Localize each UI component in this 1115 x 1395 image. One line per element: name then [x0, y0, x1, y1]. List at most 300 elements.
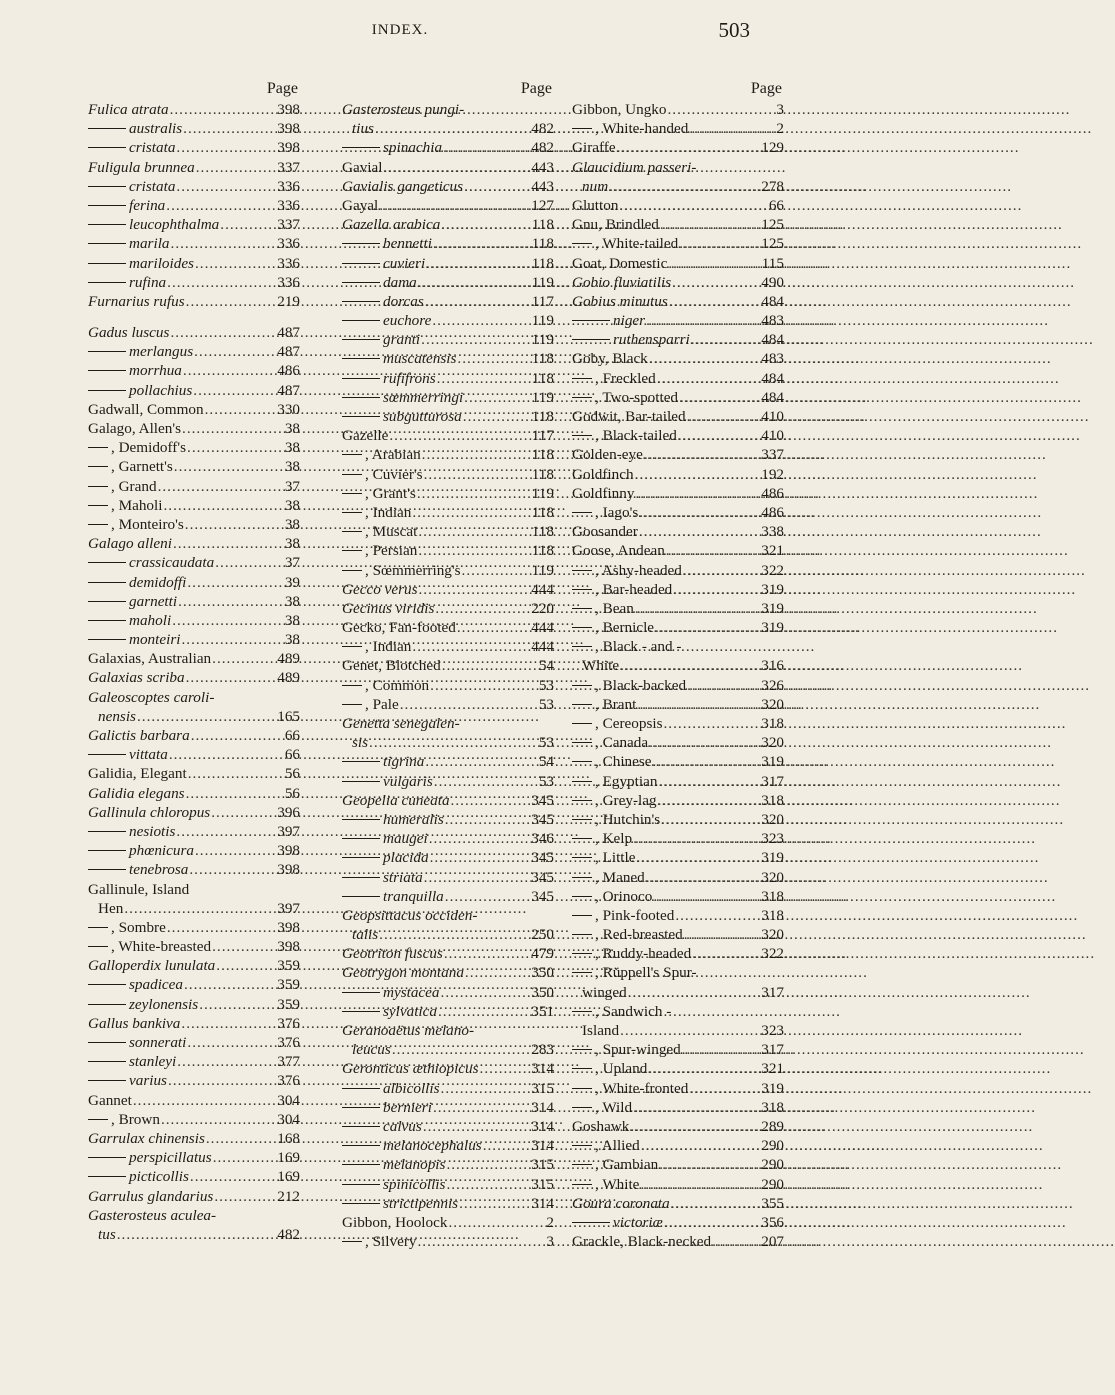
entry-text: leucus — [352, 1041, 391, 1059]
index-entry — [342, 772, 554, 791]
entry-page-number: 319 — [761, 580, 784, 598]
leader-dots — [653, 752, 761, 771]
entry-text: striata — [383, 868, 423, 886]
entry-page-number: 314 — [531, 1117, 554, 1135]
entry-page-number: 484 — [761, 292, 784, 310]
leader-dots — [412, 503, 530, 522]
entry-text: , Sœmmerring's — [365, 561, 461, 579]
entry-term — [572, 810, 660, 829]
leader-dots — [672, 273, 760, 292]
entry-text: tenebrosa — [129, 861, 189, 879]
index-entry — [88, 1148, 300, 1167]
index-entry — [572, 810, 784, 829]
entry-text: granti — [383, 331, 421, 349]
index-entry — [572, 541, 784, 560]
index-entry — [572, 963, 784, 982]
ditto-dash — [88, 984, 126, 985]
leader-dots — [483, 1136, 531, 1155]
index-entry — [342, 330, 554, 349]
entry-page-number: 322 — [761, 561, 784, 579]
entry-term — [88, 1148, 212, 1167]
entry-text: australis — [129, 120, 183, 138]
entry-page-number: 483 — [761, 350, 784, 368]
index-entry — [342, 1021, 554, 1040]
entry-term — [342, 714, 460, 733]
entry-text: , Freckled — [595, 369, 656, 387]
entry-text: muscatensis — [383, 350, 457, 368]
ditto-dash — [88, 639, 126, 640]
leader-dots — [186, 784, 284, 803]
entry-text: Goosander — [572, 523, 638, 541]
entry-text: maholi — [129, 611, 172, 629]
entry-page-number: 359 — [277, 957, 300, 975]
entry-term — [572, 292, 668, 311]
entry-term — [572, 465, 634, 484]
index-entry — [342, 503, 554, 522]
leader-dots — [446, 1155, 530, 1174]
entry-text: sylvatica — [383, 1002, 437, 1020]
leader-dots — [375, 119, 530, 138]
entry-text: morrhua — [129, 362, 182, 380]
index-entry — [572, 733, 784, 752]
leader-dots — [181, 630, 283, 649]
index-entry — [88, 138, 300, 157]
entry-text: Fulica atrata — [88, 101, 169, 118]
entry-text: bennetti — [383, 235, 432, 253]
entry-term — [88, 937, 211, 956]
index-entry — [572, 292, 784, 311]
entry-term — [342, 829, 428, 848]
index-entry — [88, 975, 300, 994]
entry-text: cuvieri — [383, 254, 426, 272]
entry-text: , White — [595, 1175, 640, 1193]
entry-page-number: 318 — [761, 791, 784, 809]
leader-dots — [630, 1117, 760, 1136]
entry-text: subgutturosa — [383, 408, 462, 425]
entry-term — [572, 349, 648, 368]
entry-page-number: 486 — [761, 503, 784, 521]
leader-dots — [620, 1021, 760, 1040]
entry-term — [342, 1175, 445, 1194]
entry-term — [342, 465, 423, 484]
entry-term — [572, 100, 667, 119]
entry-text: Gadus luscus — [88, 324, 170, 342]
entry-page-number: 38 — [284, 496, 300, 514]
leader-dots — [183, 119, 276, 138]
leader-dots — [689, 1079, 760, 1098]
index-column-2 — [342, 80, 554, 1251]
leader-dots — [167, 918, 276, 937]
entry-page-number: 2 — [546, 1213, 554, 1231]
entry-text: , White-breasted — [111, 938, 212, 956]
index-entry — [572, 868, 784, 887]
leader-dots — [369, 733, 538, 752]
entry-term — [88, 215, 219, 234]
entry-page-number: 398 — [277, 861, 300, 879]
ditto-dash — [88, 351, 126, 352]
entry-term — [88, 100, 169, 119]
entry-text: , Common — [365, 676, 430, 694]
index-entry — [572, 1040, 784, 1059]
entry-text: picticollis — [129, 1168, 189, 1186]
leader-dots — [465, 963, 530, 982]
ditto-dash — [572, 1068, 592, 1069]
index-entry — [342, 100, 554, 119]
entry-page-number: 376 — [277, 1072, 300, 1090]
leader-dots — [212, 937, 276, 956]
index-entry — [88, 342, 300, 361]
leader-dots — [434, 772, 538, 791]
ditto-dash — [342, 339, 380, 340]
entry-term — [572, 752, 652, 771]
entry-term — [352, 733, 368, 752]
entry-term — [572, 733, 648, 752]
ditto-dash — [342, 896, 380, 897]
index-entry — [342, 1213, 554, 1232]
leader-dots — [684, 925, 761, 944]
index-entry — [572, 158, 784, 177]
column-page-label: Page — [266, 80, 298, 97]
entry-term — [342, 1002, 437, 1021]
entry-term — [88, 573, 186, 592]
index-entry — [572, 138, 784, 157]
entry-term — [88, 918, 166, 937]
entry-term — [572, 215, 659, 234]
ditto-dash — [88, 1061, 126, 1062]
ditto-dash — [88, 831, 126, 832]
entry-term — [572, 848, 636, 867]
index-entry — [342, 829, 554, 848]
ditto-dash — [572, 1088, 592, 1089]
index-entry — [88, 515, 300, 534]
index-entry — [342, 714, 554, 733]
entry-page-number: 484 — [761, 369, 784, 387]
leader-dots — [177, 1052, 276, 1071]
ditto-dash — [88, 263, 126, 264]
leader-dots — [184, 975, 276, 994]
entry-term — [572, 1232, 711, 1251]
index-entry — [342, 695, 554, 714]
entry-page-number: 351 — [531, 1002, 554, 1020]
entry-page-number: 39 — [284, 573, 300, 591]
entry-term — [572, 311, 645, 330]
leader-dots — [646, 311, 760, 330]
entry-term — [88, 726, 190, 745]
entry-page-number: 410 — [761, 408, 784, 425]
entry-page-number: 398 — [277, 918, 300, 936]
entry-term — [88, 1052, 176, 1071]
leader-dots — [628, 983, 761, 1002]
entry-term — [342, 1117, 422, 1136]
entry-text: garnetti — [129, 592, 178, 610]
entry-text: , Pink-footed — [595, 906, 675, 924]
entry-page-number: 118 — [531, 542, 554, 560]
leader-dots — [675, 906, 760, 925]
entry-page-number: 320 — [761, 810, 784, 828]
entry-text: , Black-tailed — [595, 427, 677, 445]
entry-term — [342, 676, 429, 695]
ditto-dash — [572, 1145, 592, 1146]
entry-term — [88, 419, 181, 438]
leader-dots — [691, 330, 760, 349]
entry-text: , Persian — [365, 542, 418, 560]
entry-page-number: 53 — [538, 676, 554, 694]
entry-page-number: 489 — [277, 650, 300, 668]
leader-dots — [441, 215, 530, 234]
index-entry — [572, 234, 784, 253]
ditto-dash — [572, 761, 592, 762]
entry-term — [88, 630, 180, 649]
entry-page-number: 207 — [761, 1233, 784, 1251]
entry-page-number: 118 — [531, 369, 554, 387]
index-entry — [342, 1002, 554, 1021]
index-entry — [342, 465, 554, 484]
index-entry — [342, 254, 554, 273]
ditto-dash — [342, 570, 362, 571]
index-entry — [88, 764, 300, 783]
entry-page-number: 117 — [531, 292, 554, 310]
leader-dots — [424, 868, 531, 887]
index-entry — [572, 1232, 784, 1251]
entry-text: , Monteiro's — [111, 515, 184, 533]
leader-dots — [620, 656, 760, 675]
leader-dots — [379, 925, 530, 944]
entry-text: , Demidoff's — [111, 439, 187, 457]
entry-term — [572, 234, 678, 253]
leader-dots — [687, 676, 760, 695]
entry-page-number: 314 — [531, 1060, 554, 1078]
leader-dots — [133, 1091, 276, 1110]
index-entry — [88, 726, 300, 745]
entry-text: , Black - and - — [595, 638, 682, 656]
entry-page-number: 289 — [761, 1117, 784, 1135]
entry-text: vulgaris — [383, 772, 433, 790]
entry-term — [88, 323, 169, 342]
entry-term — [88, 534, 172, 553]
entry-text: rufina — [129, 273, 167, 291]
entry-term — [572, 1040, 681, 1059]
entry-term — [352, 925, 378, 944]
entry-term — [88, 995, 198, 1014]
leader-dots — [446, 1175, 530, 1194]
entry-text: Gibbon, Ungko — [572, 101, 667, 118]
leader-dots — [195, 254, 276, 273]
entry-term — [88, 1129, 205, 1148]
entry-text: , Indian — [365, 638, 412, 656]
leader-dots — [673, 580, 760, 599]
leader-dots — [418, 522, 530, 541]
entry-page-number: 319 — [761, 753, 784, 771]
entry-term — [342, 810, 444, 829]
entry-page-number: 444 — [531, 638, 554, 656]
entry-page-number: 318 — [761, 887, 784, 905]
leader-dots — [655, 618, 760, 637]
ditto-dash — [88, 946, 108, 947]
entry-term — [88, 119, 182, 138]
entry-term — [88, 361, 182, 380]
index-entry — [88, 784, 300, 803]
entry-page-number: 486 — [761, 484, 784, 502]
leader-dots — [712, 1232, 760, 1251]
ditto-dash — [342, 685, 362, 686]
ditto-dash — [88, 562, 126, 563]
entry-text: Gasterosteus pungi- — [342, 101, 465, 118]
index-entry — [342, 158, 554, 177]
index-entry — [88, 592, 300, 611]
entry-page-number: 38 — [284, 592, 300, 610]
leader-dots — [174, 457, 284, 476]
entry-page-number: 38 — [284, 458, 300, 476]
entry-page-number: 320 — [761, 695, 784, 713]
index-entry — [342, 388, 554, 407]
index-entry — [342, 944, 554, 963]
index-entry — [342, 1040, 554, 1059]
entry-text: humeralis — [383, 810, 444, 828]
entry-text: leucophthalma — [129, 216, 220, 234]
index-entry — [342, 637, 554, 656]
entry-page-number: 38 — [284, 631, 300, 649]
ditto-dash — [342, 474, 362, 475]
index-entry — [88, 419, 300, 438]
entry-term — [342, 868, 423, 887]
entry-term — [572, 1002, 671, 1021]
entry-term — [572, 541, 665, 560]
entry-text: Goby, Black — [572, 350, 648, 368]
entry-text: , Silvery — [365, 1233, 417, 1251]
entry-term — [572, 599, 634, 618]
leader-dots — [637, 848, 761, 867]
entry-text: Galago alleni — [88, 535, 172, 553]
entry-page-number: 219 — [277, 292, 300, 310]
ditto-dash — [572, 857, 592, 858]
leader-dots — [199, 995, 276, 1014]
entry-term — [342, 1059, 479, 1078]
entry-page-number: 119 — [531, 388, 554, 406]
ditto-dash — [342, 1126, 380, 1127]
ditto-dash — [572, 723, 592, 724]
leader-dots — [188, 764, 284, 783]
index-entry — [342, 196, 554, 215]
entry-text: Grackle, Black-necked — [572, 1233, 712, 1251]
index-entry — [88, 496, 300, 515]
leader-dots — [666, 541, 760, 560]
entry-page-number: 169 — [277, 1149, 300, 1167]
entry-text: , Kelp — [595, 830, 633, 848]
entry-term — [88, 381, 192, 400]
entry-text: , Black-backed — [595, 676, 687, 694]
entry-page-number: 345 — [531, 868, 554, 886]
index-entry — [342, 292, 554, 311]
index-column-1 — [88, 80, 300, 1244]
entry-text: spinicollis — [383, 1175, 446, 1193]
leader-dots — [441, 983, 531, 1002]
entry-page-number: 192 — [761, 465, 784, 483]
entry-page-number: 479 — [531, 945, 554, 963]
entry-term — [88, 956, 215, 975]
entry-term — [88, 342, 193, 361]
index-entry — [342, 119, 554, 138]
leader-dots — [124, 899, 276, 918]
entry-term — [88, 273, 166, 292]
entry-text: Fuligula brunnea — [88, 158, 195, 176]
entry-page-number: 338 — [761, 523, 784, 541]
leader-dots — [422, 445, 531, 464]
ditto-dash — [342, 550, 362, 551]
ditto-dash — [342, 397, 380, 398]
entry-term — [342, 100, 464, 119]
entry-text: , Sombre — [111, 918, 166, 936]
entry-page-number: 345 — [531, 849, 554, 867]
entry-term — [342, 311, 431, 330]
ditto-dash — [342, 320, 380, 321]
entry-page-number: 118 — [531, 408, 554, 425]
entry-term — [572, 772, 657, 791]
entry-page-number: 486 — [277, 362, 300, 380]
entry-term — [342, 349, 456, 368]
ditto-dash — [342, 1088, 380, 1089]
ditto-dash — [88, 224, 126, 225]
entry-text: Gasterosteus aculea- — [88, 1206, 217, 1224]
entry-text: dorcas — [383, 292, 424, 310]
index-entry — [342, 234, 554, 253]
entry-text: cristata — [129, 177, 176, 195]
leader-dots — [437, 369, 531, 388]
ditto-dash — [342, 838, 380, 839]
ditto-dash — [572, 627, 592, 628]
ditto-dash — [572, 934, 592, 935]
leader-dots — [649, 733, 760, 752]
index-entry — [342, 445, 554, 464]
entry-page-number: 487 — [277, 324, 300, 342]
entry-page-number: 482 — [531, 139, 554, 157]
entry-text: , Upland — [595, 1060, 648, 1078]
index-entry — [572, 465, 784, 484]
leader-dots — [379, 196, 530, 215]
entry-page-number: 118 — [531, 254, 554, 272]
leader-dots — [441, 1079, 531, 1098]
entry-text: perspicillatus — [129, 1149, 212, 1167]
entry-page-number: 283 — [531, 1041, 554, 1059]
entry-text: mystacea — [383, 983, 440, 1001]
index-entry — [572, 273, 784, 292]
entry-text: spinachia — [383, 139, 443, 157]
index-entry — [572, 369, 784, 388]
entry-term — [88, 745, 168, 764]
entry-term — [342, 1136, 482, 1155]
ditto-dash — [572, 781, 592, 782]
ditto-dash — [572, 435, 592, 436]
entry-page-number: 443 — [531, 177, 554, 195]
leader-dots — [171, 234, 277, 253]
entry-text: maugei — [383, 830, 428, 848]
leader-dots — [167, 273, 276, 292]
entry-term — [88, 477, 157, 496]
leader-dots — [609, 177, 760, 196]
ditto-dash — [572, 1164, 592, 1165]
index-entry — [88, 177, 300, 196]
entry-page-number: 320 — [761, 734, 784, 752]
entry-page-number: 290 — [761, 1137, 784, 1155]
entry-page-number: 118 — [531, 216, 554, 234]
leader-dots — [421, 330, 531, 349]
entry-term — [342, 484, 416, 503]
index-entry — [572, 177, 784, 196]
ditto-dash — [342, 416, 380, 417]
ditto-dash — [88, 370, 126, 371]
index-entry — [88, 841, 300, 860]
index-entry — [572, 426, 784, 445]
entry-page-number: 119 — [531, 561, 554, 579]
